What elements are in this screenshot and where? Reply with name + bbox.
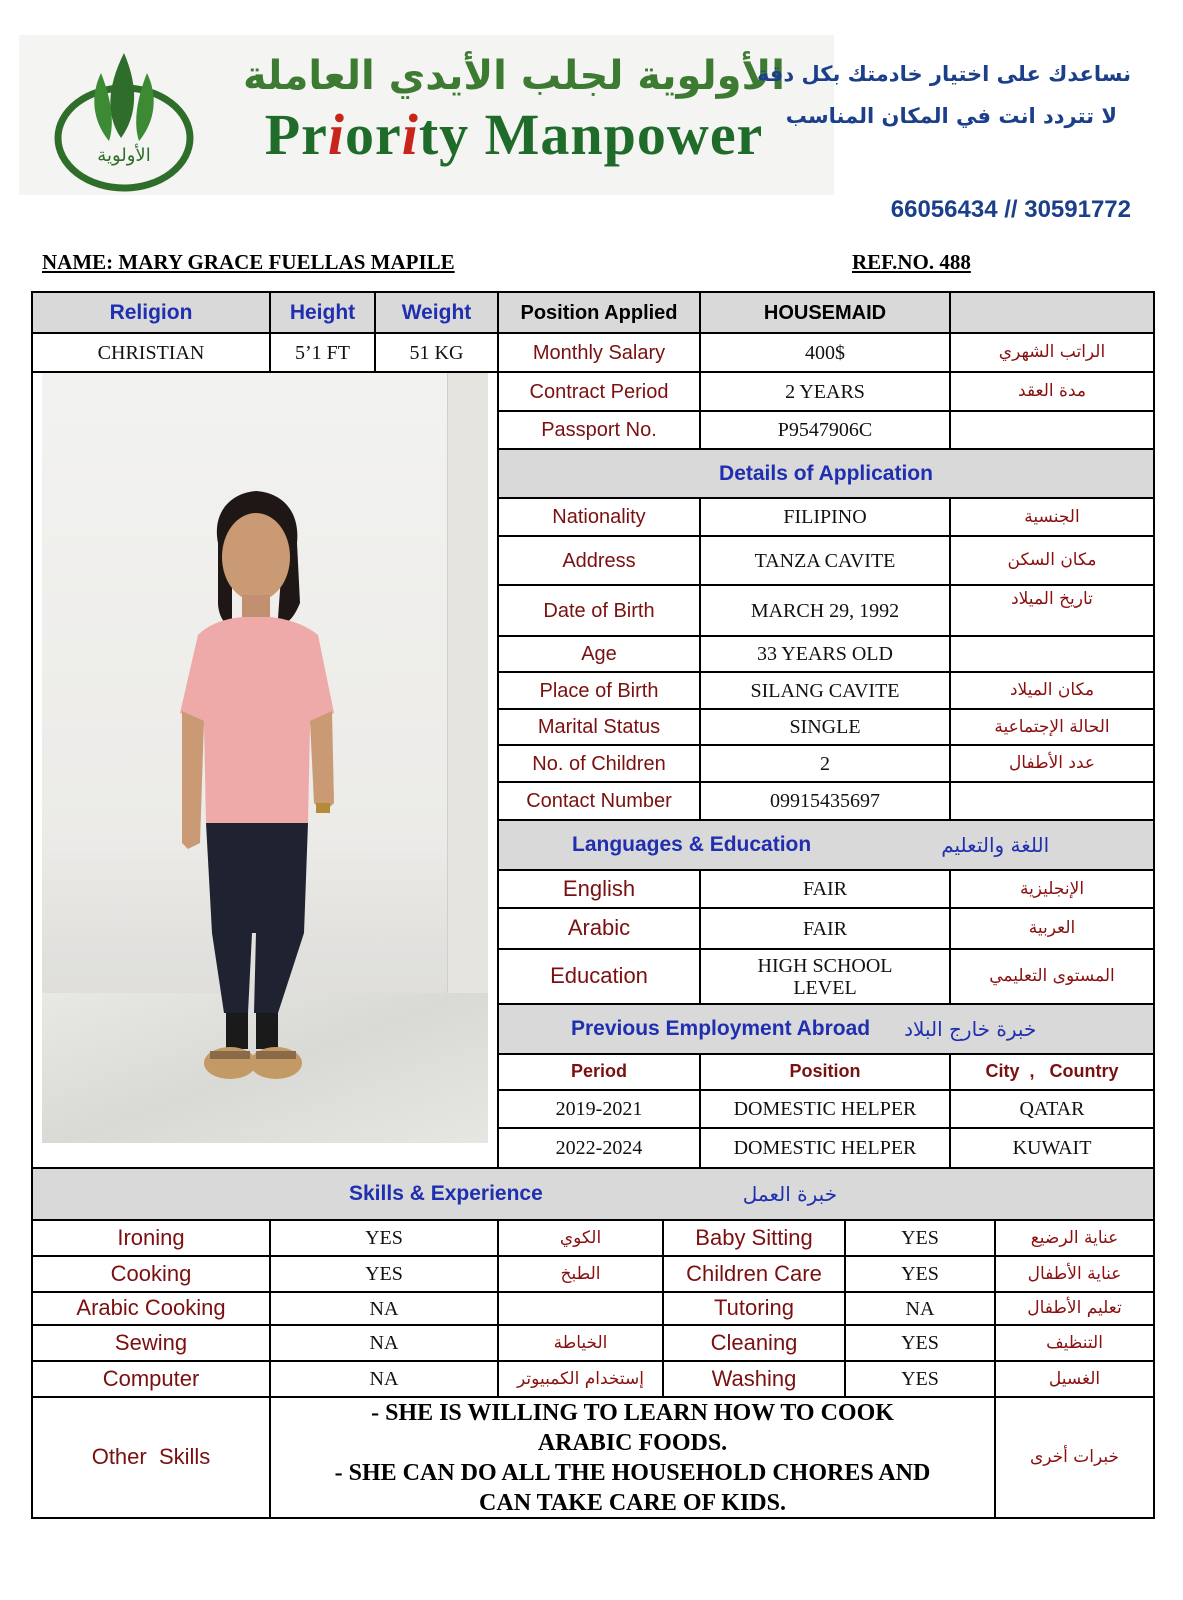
employment-position-header: Position bbox=[699, 1053, 951, 1091]
place-of-birth-ar: مكان الميلاد bbox=[949, 671, 1155, 710]
height-label: Height bbox=[269, 291, 376, 334]
skill-value: YES bbox=[269, 1219, 499, 1257]
skill-value: NA bbox=[844, 1291, 996, 1326]
logo-en-part: ty Manpower bbox=[418, 102, 764, 167]
employment-country: KUWAIT bbox=[949, 1127, 1155, 1169]
place-of-birth-label: Place of Birth bbox=[497, 671, 701, 710]
other-skills-lines bbox=[335, 1398, 931, 1518]
employment-period: 2022-2024 bbox=[497, 1127, 701, 1169]
monthly-salary-label: Monthly Salary bbox=[497, 332, 701, 373]
company-logo-banner bbox=[19, 35, 834, 195]
address-label: Address bbox=[497, 535, 701, 586]
skill-label: Cooking bbox=[31, 1255, 271, 1293]
employment-position: DOMESTIC HELPER bbox=[699, 1089, 951, 1129]
children-label: No. of Children bbox=[497, 744, 701, 783]
skill-value: NA bbox=[269, 1291, 499, 1326]
passport-ar bbox=[949, 410, 1155, 450]
date-of-birth-label: Date of Birth bbox=[497, 584, 701, 637]
skill-label: Tutoring bbox=[662, 1291, 846, 1326]
phone-numbers: 66056434 // 30591772 bbox=[890, 196, 1131, 223]
contract-period-value: 2 YEARS bbox=[699, 371, 951, 412]
education-value: HIGH SCHOOL LEVEL bbox=[699, 948, 951, 1005]
children-ar: عدد الأطفال bbox=[949, 744, 1155, 783]
skill-value: YES bbox=[269, 1255, 499, 1293]
company-emblem-icon bbox=[49, 43, 199, 193]
religion-value: CHRISTIAN bbox=[31, 332, 271, 373]
education-ar: المستوى التعليمي bbox=[949, 948, 1155, 1005]
skill-ar: الغسيل bbox=[994, 1360, 1155, 1398]
skill-ar: عناية الرضيع bbox=[994, 1219, 1155, 1257]
skills-header: Skills & Experience bbox=[349, 1182, 543, 1206]
skill-ar: تعليم الأطفال bbox=[994, 1291, 1155, 1326]
emblem-text: الأولوية bbox=[97, 145, 151, 166]
marital-status-label: Marital Status bbox=[497, 708, 701, 746]
skill-label: Computer bbox=[31, 1360, 271, 1398]
marital-status-ar: الحالة الإجتماعية bbox=[949, 708, 1155, 746]
languages-header: Languages & Education bbox=[572, 833, 812, 857]
tagline-secondary: لا تتردد انت في المكان المناسب bbox=[785, 104, 1117, 128]
skill-value: NA bbox=[269, 1360, 499, 1398]
height-value: 5’1 FT bbox=[269, 332, 376, 373]
skill-label: Arabic Cooking bbox=[31, 1291, 271, 1326]
skill-label: Cleaning bbox=[662, 1324, 846, 1362]
english-value: FAIR bbox=[699, 869, 951, 909]
arabic-label: Arabic bbox=[497, 907, 701, 950]
other-skills-line: - SHE IS WILLING TO LEARN HOW TO COOK bbox=[371, 1399, 894, 1426]
children-value: 2 bbox=[699, 744, 951, 783]
marital-status-value: SINGLE bbox=[699, 708, 951, 746]
skill-label: Children Care bbox=[662, 1255, 846, 1293]
employment-position: DOMESTIC HELPER bbox=[699, 1127, 951, 1169]
logo-en-part: Pr bbox=[264, 102, 328, 167]
date-of-birth-value: MARCH 29, 1992 bbox=[699, 584, 951, 637]
candidate-photo bbox=[42, 373, 488, 1143]
logo-en-part: or bbox=[344, 102, 402, 167]
languages-header-ar: اللغة والتعليم bbox=[941, 833, 1050, 857]
passport-value: P9547906C bbox=[699, 410, 951, 450]
weight-label: Weight bbox=[374, 291, 499, 334]
monthly-salary-ar: الراتب الشهري bbox=[949, 332, 1155, 373]
contract-period-label: Contract Period bbox=[497, 371, 701, 412]
nationality-value: FILIPINO bbox=[699, 497, 951, 537]
skill-value: YES bbox=[844, 1219, 996, 1257]
other-skills-line: CAN TAKE CARE OF KIDS. bbox=[479, 1489, 786, 1516]
logo-en-accent: i bbox=[327, 102, 345, 167]
skill-ar: عناية الأطفال bbox=[994, 1255, 1155, 1293]
contract-period-ar: مدة العقد bbox=[949, 371, 1155, 412]
skill-ar: الكوي bbox=[497, 1219, 664, 1257]
employment-country-header: City , Country bbox=[949, 1053, 1155, 1091]
position-applied-label: Position Applied bbox=[497, 291, 701, 334]
skill-ar: الخياطة bbox=[497, 1324, 664, 1362]
skill-ar: التنظيف bbox=[994, 1324, 1155, 1362]
reference-number: REF.NO. 488 bbox=[852, 250, 971, 274]
arabic-ar: العربية bbox=[949, 907, 1155, 950]
other-skills-line: - SHE CAN DO ALL THE HOUSEHOLD CHORES AND bbox=[334, 1459, 931, 1486]
age-label: Age bbox=[497, 635, 701, 673]
nationality-ar: الجنسية bbox=[949, 497, 1155, 537]
contact-number-ar bbox=[949, 781, 1155, 821]
skill-value: YES bbox=[844, 1360, 996, 1398]
skill-label: Baby Sitting bbox=[662, 1219, 846, 1257]
place-of-birth-value: SILANG CAVITE bbox=[699, 671, 951, 710]
skill-ar: الطبخ bbox=[497, 1255, 664, 1293]
employment-header-ar: خبرة خارج البلاد bbox=[904, 1017, 1037, 1041]
other-skills-label: Other Skills bbox=[31, 1396, 271, 1519]
date-of-birth-ar: تاريخ الميلاد bbox=[949, 584, 1155, 637]
arabic-value: FAIR bbox=[699, 907, 951, 950]
education-label: Education bbox=[497, 948, 701, 1005]
skills-header-row bbox=[31, 1167, 1155, 1221]
age-value: 33 YEARS OLD bbox=[699, 635, 951, 673]
monthly-salary-value: 400$ bbox=[699, 332, 951, 373]
address-ar: مكان السكن bbox=[949, 535, 1155, 586]
weight-value: 51 KG bbox=[374, 332, 499, 373]
person-figure-icon bbox=[42, 373, 488, 1143]
employment-period: 2019-2021 bbox=[497, 1089, 701, 1129]
logo-en-accent: i bbox=[401, 102, 419, 167]
contact-number-label: Contact Number bbox=[497, 781, 701, 821]
employment-header: Previous Employment Abroad bbox=[571, 1017, 871, 1041]
contact-number-value: 09915435697 bbox=[699, 781, 951, 821]
logo-english-name bbox=[204, 101, 824, 168]
skill-value: YES bbox=[844, 1255, 996, 1293]
skill-ar bbox=[497, 1291, 664, 1326]
skill-value: YES bbox=[844, 1324, 996, 1362]
skill-label: Washing bbox=[662, 1360, 846, 1398]
other-skills-line: ARABIC FOODS. bbox=[537, 1429, 728, 1456]
employment-header-row bbox=[497, 1003, 1155, 1055]
nationality-label: Nationality bbox=[497, 497, 701, 537]
other-skills-ar: خبرات أخرى bbox=[994, 1396, 1155, 1519]
english-ar: الإنجليزية bbox=[949, 869, 1155, 909]
skill-value: NA bbox=[269, 1324, 499, 1362]
skills-header-ar: خبرة العمل bbox=[742, 1182, 838, 1206]
details-header: Details of Application bbox=[497, 448, 1155, 499]
english-label: English bbox=[497, 869, 701, 909]
employment-country: QATAR bbox=[949, 1089, 1155, 1129]
skill-label: Sewing bbox=[31, 1324, 271, 1362]
candidate-name: NAME: MARY GRACE FUELLAS MAPILE bbox=[42, 250, 455, 274]
other-skills-text bbox=[269, 1396, 996, 1519]
languages-header-row bbox=[497, 819, 1155, 871]
employment-period-header: Period bbox=[497, 1053, 701, 1091]
logo-arabic-name: الأولوية لجلب الأيدي العاملة bbox=[243, 53, 785, 99]
religion-label: Religion bbox=[31, 291, 271, 334]
age-ar bbox=[949, 635, 1155, 673]
skill-ar: إستخدام الكمبيوتر bbox=[497, 1360, 664, 1398]
tagline-primary: نساعدك على اختيار خادمتك بكل دقة bbox=[756, 62, 1131, 86]
skill-label: Ironing bbox=[31, 1219, 271, 1257]
address-value: TANZA CAVITE bbox=[699, 535, 951, 586]
position-applied-ar bbox=[949, 291, 1155, 334]
position-applied-value: HOUSEMAID bbox=[699, 291, 951, 334]
passport-label: Passport No. bbox=[497, 410, 701, 450]
